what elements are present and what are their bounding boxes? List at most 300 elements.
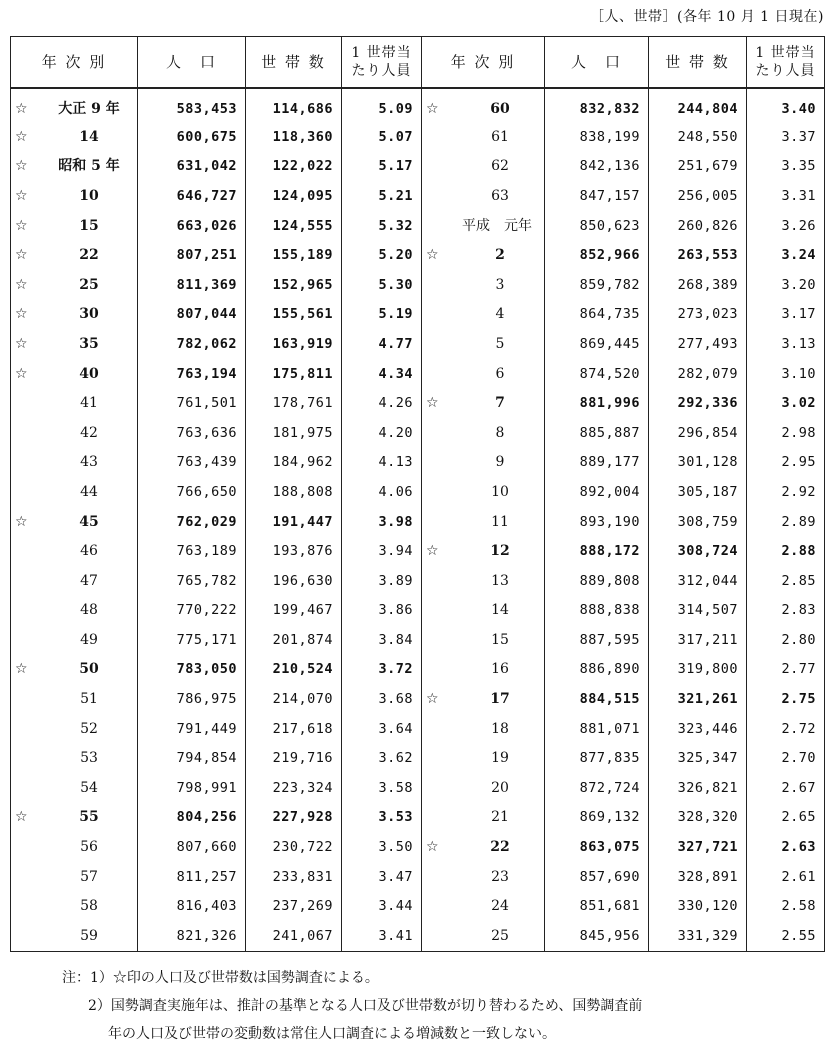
census-star-icon: ☆ (426, 839, 439, 856)
population-cell: 770,222 (138, 596, 246, 626)
per-household-cell: 4.26 (342, 388, 422, 418)
table-row (11, 359, 825, 389)
year-label: 14 (79, 128, 99, 145)
households-cell: 263,553 (649, 240, 747, 270)
header-per-household-left (342, 37, 422, 89)
households-cell: 175,811 (246, 359, 342, 389)
footnote-2: 2）国勢調査実施年は、推計の基準となる人口及び世帯数が切り替わるため、国勢調査前 (88, 998, 643, 1014)
year-cell (11, 448, 138, 478)
per-household-cell: 3.02 (747, 388, 825, 418)
per-household-cell: 2.65 (747, 803, 825, 833)
unit-note: ［人、世帯］(各年 10 月 1 日現在) (590, 9, 824, 25)
per-household-cell: 2.63 (747, 832, 825, 862)
year-cell (422, 388, 545, 418)
population-cell: 763,194 (138, 359, 246, 389)
households-cell: 227,928 (246, 803, 342, 833)
year-label: 43 (80, 454, 98, 471)
year-cell (11, 625, 138, 655)
year-cell (422, 832, 545, 862)
population-cell: 845,956 (545, 921, 649, 951)
population-cell: 888,838 (545, 596, 649, 626)
year-cell (11, 743, 138, 773)
year-label: 4 (495, 306, 505, 323)
table-row (11, 832, 825, 862)
population-cell: 811,257 (138, 862, 246, 892)
year-cell (422, 181, 545, 211)
per-household-cell: 3.37 (747, 122, 825, 152)
population-cell: 763,439 (138, 448, 246, 478)
year-label: 58 (80, 898, 98, 915)
year-cell (422, 359, 545, 389)
year-cell (11, 921, 138, 951)
year-cell (11, 418, 138, 448)
year-label: 35 (79, 335, 99, 352)
population-cell: 794,854 (138, 743, 246, 773)
year-cell (422, 418, 545, 448)
year-cell (11, 714, 138, 744)
year-cell (11, 88, 138, 122)
year-label: 23 (491, 868, 509, 885)
per-household-cell: 3.89 (342, 566, 422, 596)
population-cell: 786,975 (138, 684, 246, 714)
households-cell: 233,831 (246, 862, 342, 892)
population-cell: 857,690 (545, 862, 649, 892)
year-label: 15 (491, 631, 509, 648)
year-cell (422, 211, 545, 241)
per-household-cell: 4.77 (342, 329, 422, 359)
per-household-cell: 3.24 (747, 240, 825, 270)
footnote-2-cont: 年の人口及び世帯の変動数は常住人口調査による増減数と一致しない。 (108, 1026, 556, 1042)
year-label: 62 (491, 158, 509, 175)
population-cell: 663,026 (138, 211, 246, 241)
population-cell: 765,782 (138, 566, 246, 596)
per-household-cell: 5.07 (342, 122, 422, 152)
per-household-cell: 2.77 (747, 655, 825, 685)
households-cell: 251,679 (649, 152, 747, 182)
census-star-icon: ☆ (15, 513, 28, 530)
population-cell: 583,453 (138, 88, 246, 122)
year-label: 19 (491, 750, 509, 767)
year-label: 7 (495, 395, 505, 412)
year-cell (422, 714, 545, 744)
year-cell (11, 152, 138, 182)
census-star-icon: ☆ (15, 661, 28, 678)
households-cell: 277,493 (649, 329, 747, 359)
per-household-cell: 3.31 (747, 181, 825, 211)
year-label: 5 (495, 335, 505, 352)
per-household-cell: 3.26 (747, 211, 825, 241)
population-cell: 761,501 (138, 388, 246, 418)
population-cell: 888,172 (545, 536, 649, 566)
per-household-cell: 3.13 (747, 329, 825, 359)
year-cell (11, 388, 138, 418)
per-household-cell: 5.17 (342, 152, 422, 182)
households-cell: 163,919 (246, 329, 342, 359)
per-household-cell: 5.09 (342, 88, 422, 122)
households-cell: 328,891 (649, 862, 747, 892)
year-cell (11, 122, 138, 152)
households-cell: 181,975 (246, 418, 342, 448)
census-star-icon: ☆ (15, 306, 28, 323)
header-households-left: 世 帯 数 (246, 37, 342, 89)
per-household-cell: 5.30 (342, 270, 422, 300)
table-row (11, 211, 825, 241)
per-household-cell: 3.10 (747, 359, 825, 389)
year-cell (422, 329, 545, 359)
year-cell (11, 891, 138, 921)
per-household-cell: 3.68 (342, 684, 422, 714)
per-household-cell: 2.70 (747, 743, 825, 773)
header-per-household-line1: 1 世帯当 (755, 45, 816, 61)
households-cell: 114,686 (246, 88, 342, 122)
per-household-cell: 3.47 (342, 862, 422, 892)
header-per-household-line2: たり人員 (351, 63, 412, 79)
households-cell: 118,360 (246, 122, 342, 152)
year-label: 47 (80, 572, 98, 589)
year-label: 14 (491, 602, 509, 619)
year-cell (11, 566, 138, 596)
population-cell: 892,004 (545, 477, 649, 507)
year-label: 53 (80, 750, 98, 767)
table-row (11, 536, 825, 566)
households-cell: 331,329 (649, 921, 747, 951)
census-star-icon: ☆ (15, 128, 28, 145)
year-label: 12 (490, 543, 510, 560)
households-cell: 325,347 (649, 743, 747, 773)
year-label: 11 (491, 513, 509, 530)
population-cell: 832,832 (545, 88, 649, 122)
per-household-cell: 3.40 (747, 88, 825, 122)
year-cell (11, 240, 138, 270)
per-household-cell: 2.92 (747, 477, 825, 507)
households-cell: 193,876 (246, 536, 342, 566)
households-cell: 268,389 (649, 270, 747, 300)
year-label: 61 (491, 128, 509, 145)
census-star-icon: ☆ (15, 217, 28, 234)
table-row (11, 655, 825, 685)
per-household-cell: 2.83 (747, 596, 825, 626)
per-household-cell: 5.20 (342, 240, 422, 270)
households-cell: 178,761 (246, 388, 342, 418)
per-household-cell: 3.58 (342, 773, 422, 803)
year-cell (11, 329, 138, 359)
table-row (11, 891, 825, 921)
year-cell (422, 684, 545, 714)
population-cell: 852,966 (545, 240, 649, 270)
year-label: 59 (80, 927, 98, 944)
year-label: 13 (491, 572, 509, 589)
households-cell: 124,555 (246, 211, 342, 241)
households-cell: 217,618 (246, 714, 342, 744)
census-star-icon: ☆ (426, 247, 439, 264)
year-label: 50 (79, 661, 99, 678)
year-label: 2 (495, 247, 505, 264)
per-household-cell: 3.98 (342, 507, 422, 537)
year-label: 57 (80, 868, 98, 885)
per-household-cell: 3.72 (342, 655, 422, 685)
households-cell: 191,447 (246, 507, 342, 537)
year-cell (11, 773, 138, 803)
population-cell: 763,189 (138, 536, 246, 566)
households-cell: 260,826 (649, 211, 747, 241)
households-cell: 196,630 (246, 566, 342, 596)
households-cell: 305,187 (649, 477, 747, 507)
year-label: 21 (491, 809, 509, 826)
year-cell (11, 862, 138, 892)
households-cell: 308,759 (649, 507, 747, 537)
year-label: 昭和 5 年 (58, 158, 120, 175)
year-label: 41 (80, 395, 98, 412)
table-row (11, 596, 825, 626)
population-cell: 863,075 (545, 832, 649, 862)
table-row (11, 181, 825, 211)
per-household-cell: 2.95 (747, 448, 825, 478)
table-row (11, 300, 825, 330)
table-row (11, 448, 825, 478)
population-cell: 838,199 (545, 122, 649, 152)
census-star-icon: ☆ (426, 395, 439, 412)
households-cell: 256,005 (649, 181, 747, 211)
year-label: 42 (80, 424, 98, 441)
households-cell: 210,524 (246, 655, 342, 685)
per-household-cell: 2.98 (747, 418, 825, 448)
table-row (11, 270, 825, 300)
per-household-cell: 3.44 (342, 891, 422, 921)
year-cell (11, 832, 138, 862)
population-cell: 881,996 (545, 388, 649, 418)
population-cell: 887,595 (545, 625, 649, 655)
year-cell (11, 596, 138, 626)
households-cell: 155,189 (246, 240, 342, 270)
census-star-icon: ☆ (15, 365, 28, 382)
census-star-icon: ☆ (15, 158, 28, 175)
per-household-cell: 2.72 (747, 714, 825, 744)
population-cell: 646,727 (138, 181, 246, 211)
per-household-cell: 3.50 (342, 832, 422, 862)
per-household-cell: 4.06 (342, 477, 422, 507)
households-cell: 308,724 (649, 536, 747, 566)
population-cell: 885,887 (545, 418, 649, 448)
year-label: 18 (491, 720, 509, 737)
households-cell: 199,467 (246, 596, 342, 626)
header-year-left: 年 次 別 (11, 37, 138, 89)
year-label: 15 (79, 217, 99, 234)
header-row (11, 37, 825, 89)
table-row (11, 625, 825, 655)
population-cell: 804,256 (138, 803, 246, 833)
per-household-cell: 3.94 (342, 536, 422, 566)
population-cell: 877,835 (545, 743, 649, 773)
header-population-left: 人 口 (138, 37, 246, 89)
per-household-cell: 2.80 (747, 625, 825, 655)
census-star-icon: ☆ (426, 691, 439, 708)
households-cell: 219,716 (246, 743, 342, 773)
population-cell: 782,062 (138, 329, 246, 359)
census-star-icon: ☆ (15, 187, 28, 204)
population-cell: 884,515 (545, 684, 649, 714)
header-per-household-line2: たり人員 (755, 63, 816, 79)
year-label: 22 (490, 839, 510, 856)
year-cell (11, 211, 138, 241)
year-label: 40 (79, 365, 99, 382)
population-cell: 600,675 (138, 122, 246, 152)
census-star-icon: ☆ (15, 247, 28, 264)
year-cell (422, 803, 545, 833)
per-household-cell: 3.86 (342, 596, 422, 626)
per-household-cell: 4.34 (342, 359, 422, 389)
households-cell: 328,320 (649, 803, 747, 833)
per-household-cell: 2.55 (747, 921, 825, 951)
year-cell (422, 448, 545, 478)
households-cell: 312,044 (649, 566, 747, 596)
households-cell: 152,965 (246, 270, 342, 300)
households-cell: 124,095 (246, 181, 342, 211)
year-cell (422, 655, 545, 685)
year-cell (11, 684, 138, 714)
census-star-icon: ☆ (15, 100, 28, 117)
population-cell: 864,735 (545, 300, 649, 330)
year-cell (11, 803, 138, 833)
households-cell: 319,800 (649, 655, 747, 685)
year-label: 49 (80, 631, 98, 648)
population-cell: 859,782 (545, 270, 649, 300)
table-row (11, 329, 825, 359)
population-cell: 886,890 (545, 655, 649, 685)
year-label: 8 (495, 424, 505, 441)
population-cell: 889,177 (545, 448, 649, 478)
per-household-cell: 5.32 (342, 211, 422, 241)
per-household-cell: 2.61 (747, 862, 825, 892)
households-cell: 317,211 (649, 625, 747, 655)
population-cell: 851,681 (545, 891, 649, 921)
households-cell: 292,336 (649, 388, 747, 418)
year-label: 大正 9 年 (58, 100, 120, 117)
population-cell: 889,808 (545, 566, 649, 596)
year-cell (422, 88, 545, 122)
households-cell: 122,022 (246, 152, 342, 182)
table-row (11, 743, 825, 773)
households-cell: 273,023 (649, 300, 747, 330)
population-table (10, 36, 825, 952)
per-household-cell: 3.20 (747, 270, 825, 300)
per-household-cell: 2.85 (747, 566, 825, 596)
year-label: 10 (79, 187, 99, 204)
households-cell: 323,446 (649, 714, 747, 744)
year-label: 63 (491, 187, 509, 204)
per-household-cell: 4.13 (342, 448, 422, 478)
population-cell: 775,171 (138, 625, 246, 655)
table-row (11, 152, 825, 182)
per-household-cell: 3.35 (747, 152, 825, 182)
year-label: 54 (80, 779, 98, 796)
table-row (11, 773, 825, 803)
households-cell: 301,128 (649, 448, 747, 478)
per-household-cell: 3.53 (342, 803, 422, 833)
year-label: 30 (79, 306, 99, 323)
households-cell: 184,962 (246, 448, 342, 478)
year-cell (422, 921, 545, 951)
population-cell: 783,050 (138, 655, 246, 685)
year-label: 20 (491, 779, 509, 796)
year-cell (422, 152, 545, 182)
header-population-right: 人 口 (545, 37, 649, 89)
year-label: 25 (491, 927, 509, 944)
year-label: 60 (490, 100, 510, 117)
per-household-cell: 5.21 (342, 181, 422, 211)
table-row (11, 88, 825, 122)
per-household-cell: 3.84 (342, 625, 422, 655)
year-cell (11, 477, 138, 507)
census-star-icon: ☆ (15, 335, 28, 352)
per-household-cell: 5.19 (342, 300, 422, 330)
population-cell: 811,369 (138, 270, 246, 300)
population-cell: 869,445 (545, 329, 649, 359)
per-household-cell: 2.89 (747, 507, 825, 537)
census-star-icon: ☆ (426, 100, 439, 117)
population-cell: 850,623 (545, 211, 649, 241)
table-row (11, 507, 825, 537)
population-cell: 874,520 (545, 359, 649, 389)
year-cell (422, 566, 545, 596)
year-label: 6 (495, 365, 505, 382)
table-row (11, 240, 825, 270)
households-cell: 214,070 (246, 684, 342, 714)
households-cell: 188,808 (246, 477, 342, 507)
table-row (11, 122, 825, 152)
per-household-cell: 2.67 (747, 773, 825, 803)
year-cell (422, 862, 545, 892)
population-cell: 872,724 (545, 773, 649, 803)
households-cell: 237,269 (246, 891, 342, 921)
table-row (11, 418, 825, 448)
per-household-cell: 4.20 (342, 418, 422, 448)
table-row (11, 684, 825, 714)
population-cell: 842,136 (545, 152, 649, 182)
year-label: 48 (80, 602, 98, 619)
households-cell: 330,120 (649, 891, 747, 921)
footnotes (62, 964, 642, 1048)
year-label: 17 (490, 691, 510, 708)
population-cell: 762,029 (138, 507, 246, 537)
header-per-household-line1: 1 世帯当 (351, 45, 412, 61)
year-label: 24 (491, 898, 509, 915)
year-label: 56 (80, 839, 98, 856)
table-row (11, 803, 825, 833)
per-household-cell: 2.88 (747, 536, 825, 566)
population-cell: 798,991 (138, 773, 246, 803)
per-household-cell: 2.75 (747, 684, 825, 714)
year-cell (11, 536, 138, 566)
table-row (11, 388, 825, 418)
households-cell: 230,722 (246, 832, 342, 862)
year-label: 52 (80, 720, 98, 737)
per-household-cell: 3.64 (342, 714, 422, 744)
households-cell: 314,507 (649, 596, 747, 626)
population-cell: 763,636 (138, 418, 246, 448)
year-label: 10 (491, 483, 509, 500)
year-cell (422, 536, 545, 566)
households-cell: 282,079 (649, 359, 747, 389)
year-cell (422, 773, 545, 803)
year-label: 3 (495, 276, 505, 293)
per-household-cell: 3.62 (342, 743, 422, 773)
population-cell: 847,157 (545, 181, 649, 211)
year-label: 9 (495, 454, 505, 471)
year-cell (422, 743, 545, 773)
table-row (11, 714, 825, 744)
population-cell: 807,660 (138, 832, 246, 862)
households-cell: 296,854 (649, 418, 747, 448)
